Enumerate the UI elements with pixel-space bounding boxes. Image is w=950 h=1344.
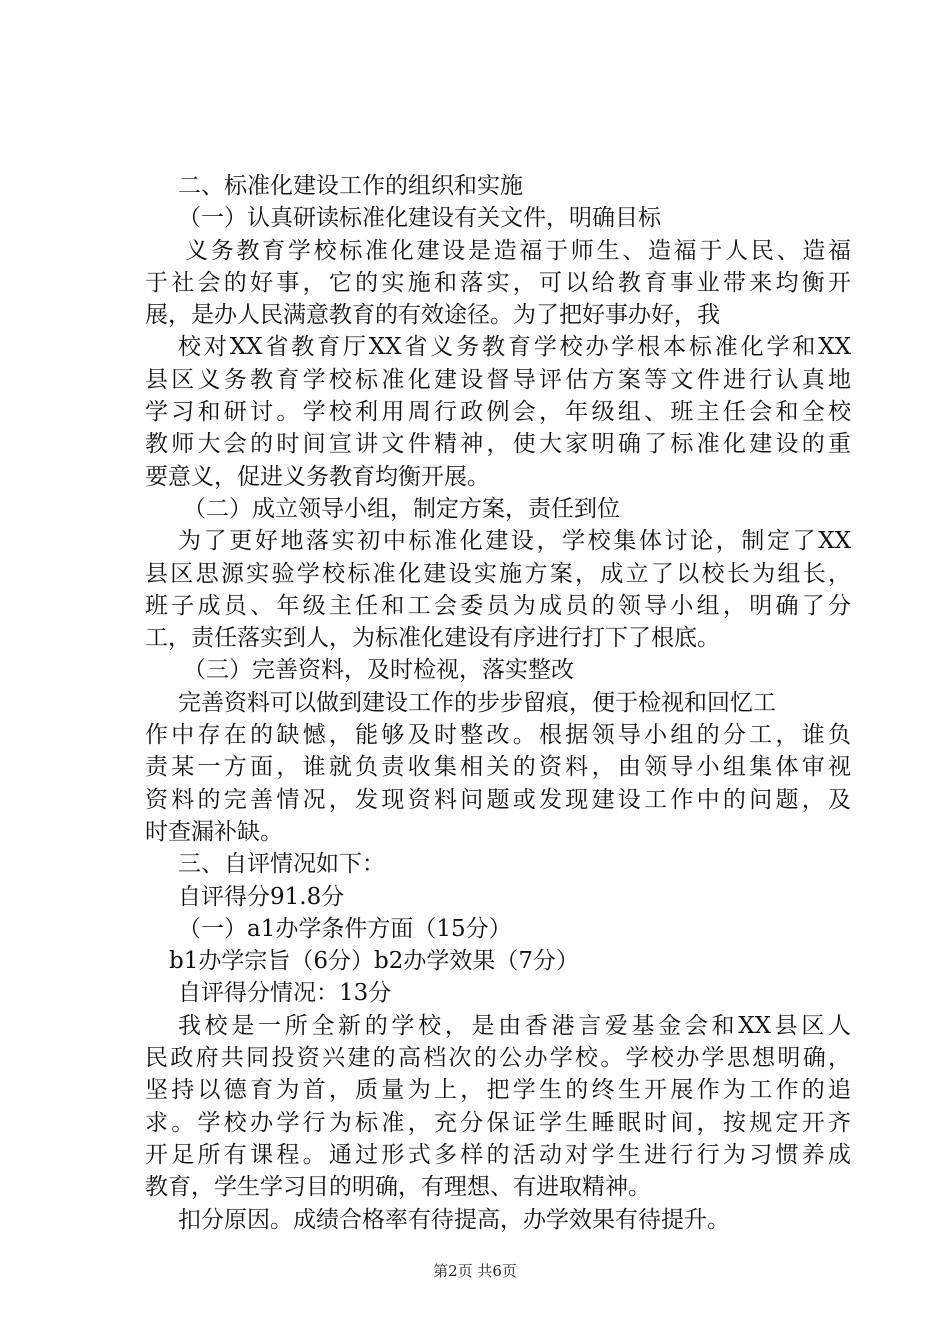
paragraph-line: 求。学校办学行为标准，充分保证学生睡眠时间，按规定开齐 xyxy=(145,1109,851,1136)
paragraph-line: 民政府共同投资兴建的高档次的公办学校。学校办学思想明确， xyxy=(145,1045,851,1072)
paragraph-line: 要意义，促进义务教育均衡开展。 xyxy=(145,463,490,490)
subheading-2-1: （一）认真研读标准化建设有关文件，明确目标 xyxy=(178,205,661,232)
document-body xyxy=(145,170,851,1236)
paragraph-line: 开足所有课程。通过形式多样的活动对学生进行行为习惯养成 xyxy=(145,1141,851,1168)
paragraph-line: 责某一方面，谁就负责收集相关的资料，由领导小组集体审视 xyxy=(145,754,851,781)
paragraph-line: 我校是一所全新的学校，是由香港言爱基金会和XX县区人 xyxy=(178,1012,851,1039)
section-heading-2: 二、标准化建设工作的组织和实施 xyxy=(178,173,523,199)
paragraph-line: 时查漏补缺。 xyxy=(145,818,283,845)
paragraph-line: 学习和研讨。学校利用周行政例会，年级组、班主任会和全校 xyxy=(145,399,851,426)
paragraph-line: 县区思源实验学校标准化建设实施方案，成立了以校长为组长， xyxy=(145,560,851,587)
page-footer: 第2页 共6页 xyxy=(433,1262,517,1280)
subheading-2-2: （二）成立领导小组，制定方案，责任到位 xyxy=(183,495,620,522)
criteria-line: b1办学宗旨（6分）b2办学效果（7分） xyxy=(169,948,579,975)
paragraph-line: 资料的完善情况，发现资料问题或发现建设工作中的问题，及 xyxy=(145,786,851,813)
paragraph-line: 工，责任落实到人，为标准化建设有序进行打下了根底。 xyxy=(145,625,720,652)
paragraph-line: 展，是办人民满意教育的有效途径。为了把好事办好，我 xyxy=(145,302,720,329)
paragraph-line: 校对XX省教育厅XX省义务教育学校办学根本标准化学和XX xyxy=(178,334,851,361)
paragraph-line: 于社会的好事，它的实施和落实，可以给教育事业带来均衡开 xyxy=(145,269,851,296)
paragraph-line: 义务教育学校标准化建设是造福于师生、造福于人民、造福 xyxy=(185,237,851,264)
paragraph-line: 完善资料可以做到建设工作的步步留痕，便于检视和回忆工 xyxy=(178,689,776,716)
paragraph-line: 教育，学生学习目的明确，有理想、有进取精神。 xyxy=(145,1174,651,1201)
subheading-3-1: （一）a1办学条件方面（15分） xyxy=(178,915,512,942)
score-detail-line: 自评得分情况：13分 xyxy=(178,980,392,1007)
paragraph-line: 教师大会的时间宣讲文件精神，使大家明确了标准化建设的重 xyxy=(145,431,851,458)
section-heading-3: 三、自评情况如下： xyxy=(178,851,385,878)
subheading-2-3: （三）完善资料，及时检视，落实整改 xyxy=(183,657,574,684)
paragraph-line: 作中存在的缺憾，能够及时整改。根据领导小组的分工，谁负 xyxy=(145,722,851,749)
paragraph-line: 坚持以德育为首，质量为上，把学生的终生开展作为工作的追 xyxy=(145,1077,851,1104)
paragraph-line: 县区义务教育学校标准化建设督导评估方案等文件进行认真地 xyxy=(145,366,851,393)
paragraph-line: 班子成员、年级主任和工会委员为成员的领导小组，明确了分 xyxy=(145,592,851,619)
deduction-reason-line: 扣分原因。成绩合格率有待提高，办学效果有待提升。 xyxy=(178,1206,730,1233)
self-score-line: 自评得分91.8分 xyxy=(178,883,345,910)
paragraph-line: 为了更好地落实初中标准化建设，学校集体讨论，制定了XX xyxy=(178,528,851,555)
